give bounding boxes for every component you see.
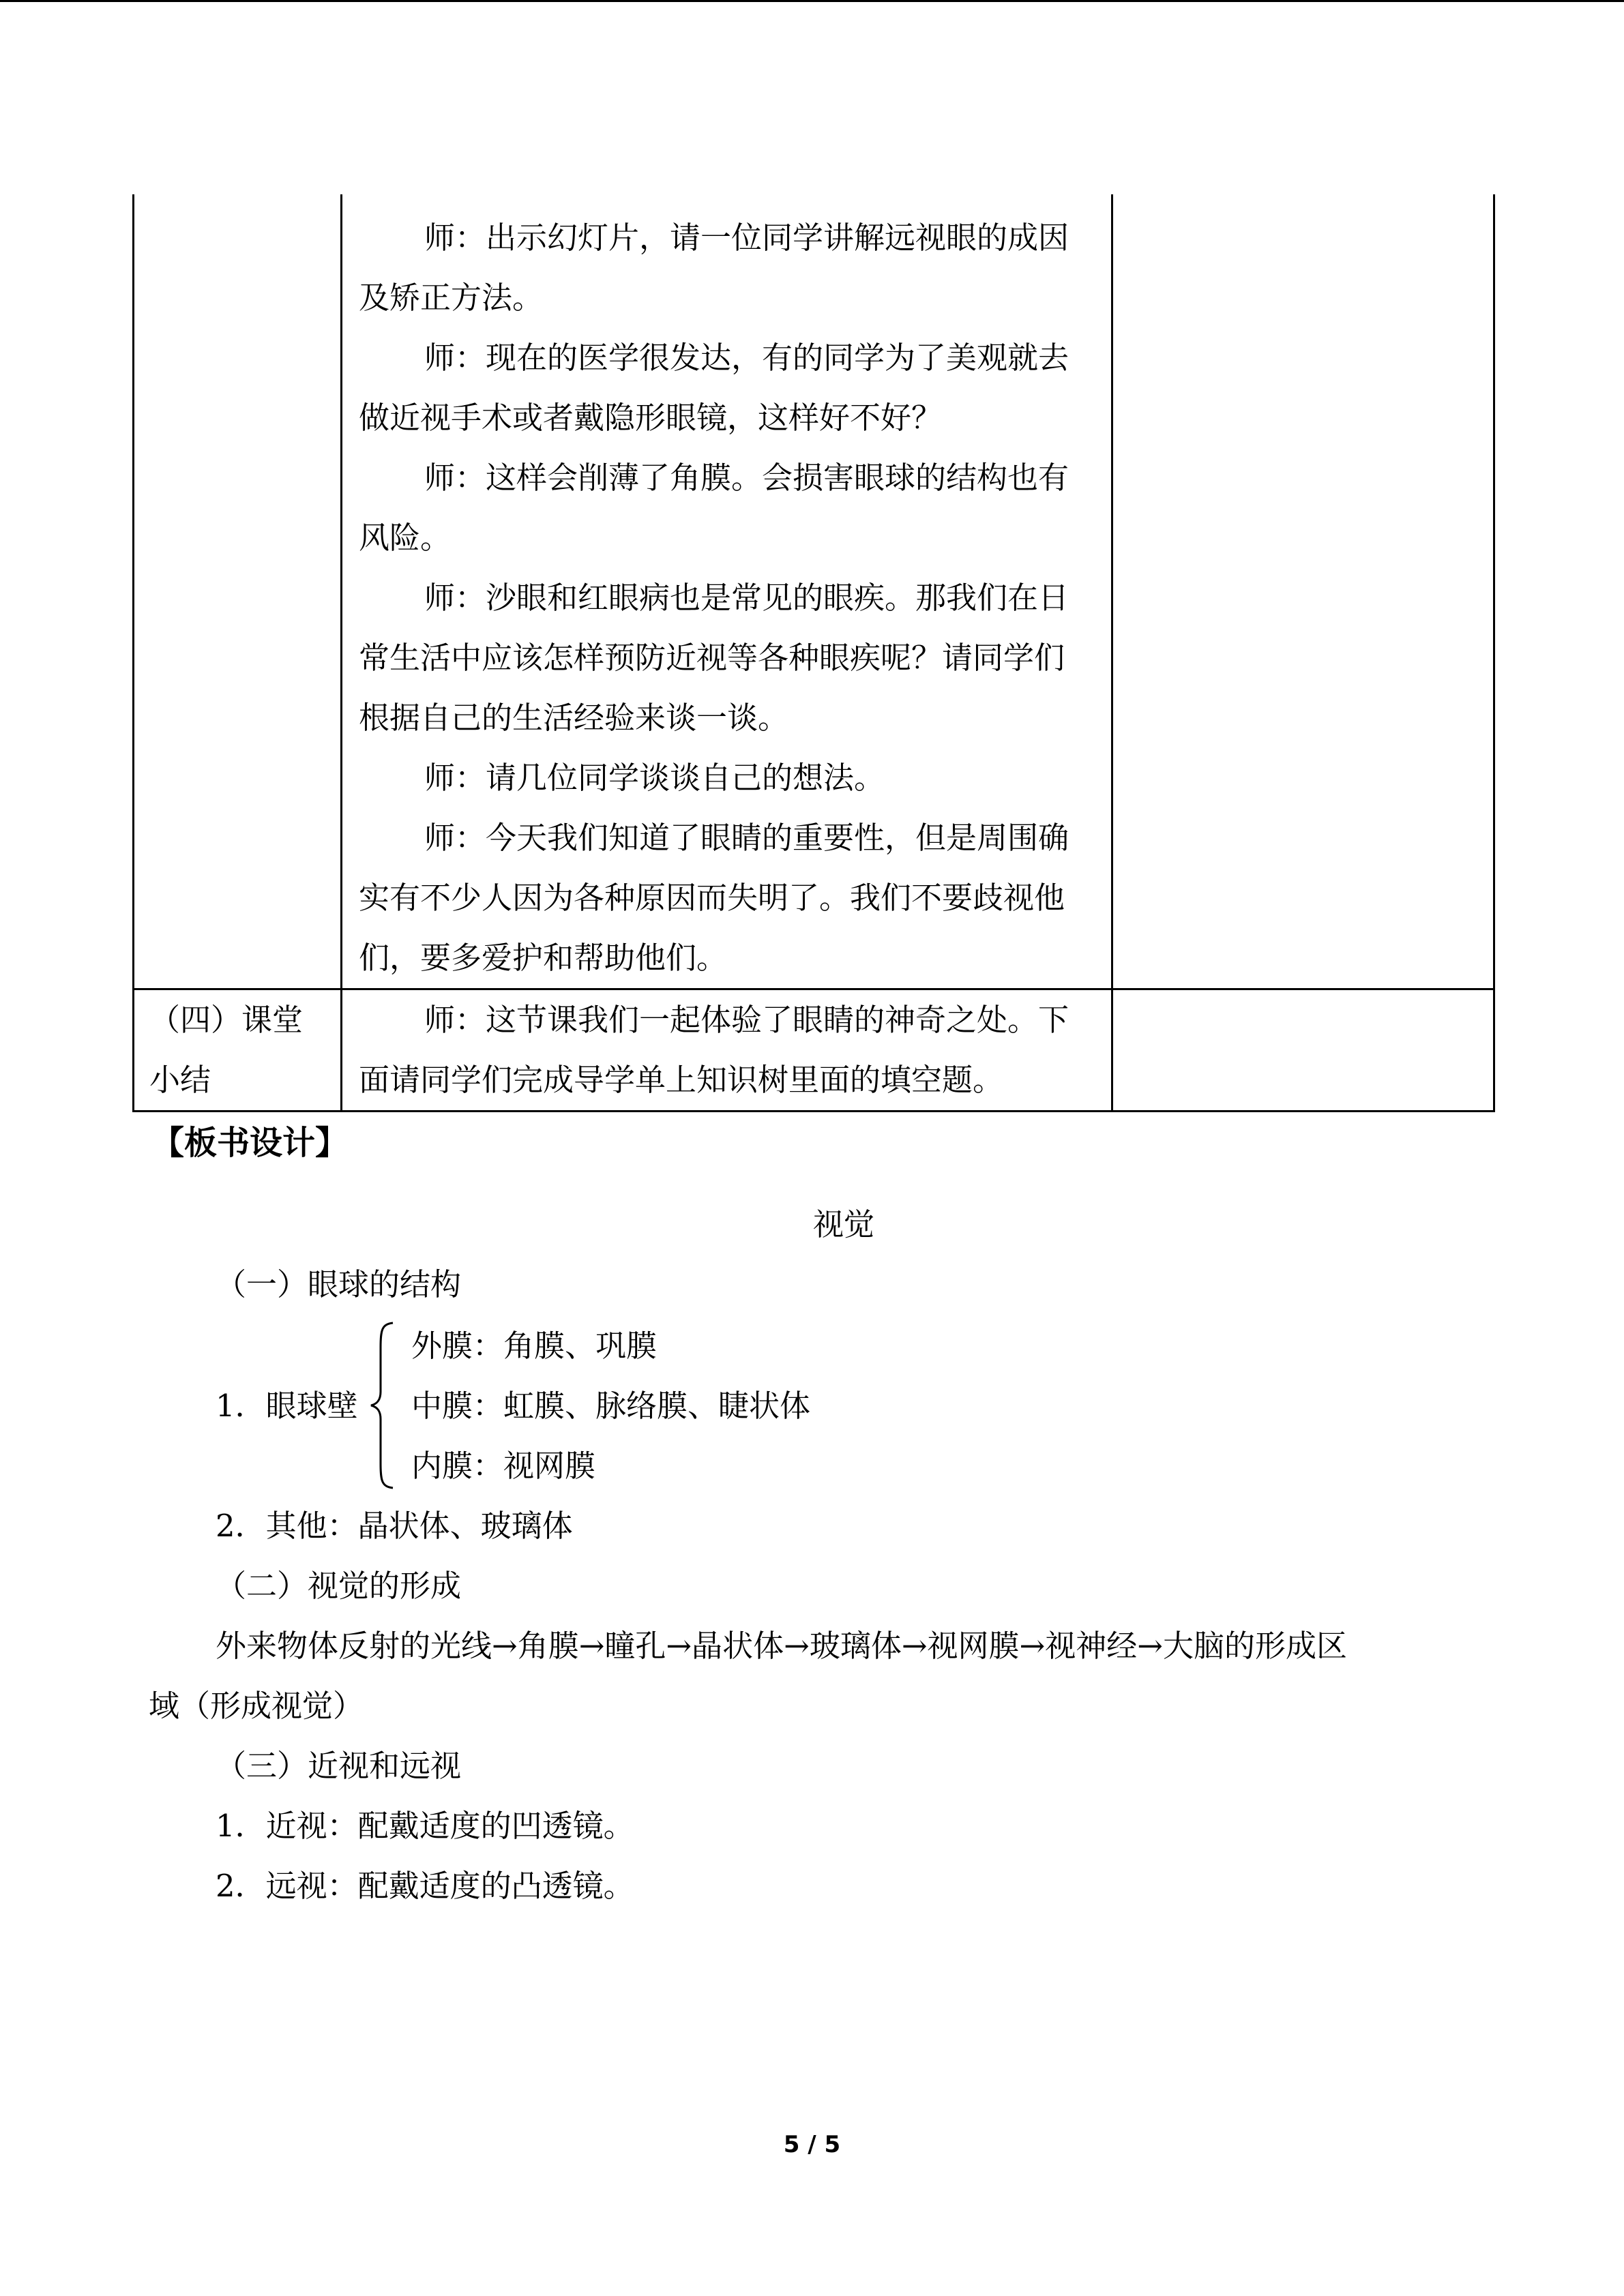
notes-cell-empty bbox=[1112, 194, 1494, 989]
middle-layer-line: 中膜：虹膜、脉络膜、睫状体 bbox=[411, 1388, 811, 1424]
left-brace-icon bbox=[368, 1320, 396, 1491]
content-cell bbox=[342, 989, 1112, 1112]
teacher-paragraph: 师：这节课我们一起体验了眼睛的神奇之处。下面请同学们完成导学单上知识树里面的填空题。 bbox=[359, 1002, 1069, 1098]
content-cell bbox=[342, 194, 1112, 989]
teacher-paragraph: 师：今天我们知道了眼睛的重要性，但是周围确实有不少人因为各种原因而失明了。我们不要歧视他们，要多爱护和帮助他们。 bbox=[359, 820, 1069, 976]
outer-layer-line: 外膜：角膜、巩膜 bbox=[411, 1328, 658, 1364]
board-design-heading: 【板书设计】 bbox=[151, 1124, 349, 1162]
vision-pathway-line-2: 域（形成视觉） bbox=[149, 1688, 364, 1724]
section-myopia-hyperopia: （三）近视和远视 bbox=[216, 1748, 462, 1784]
teacher-paragraph: 师：出示幻灯片，请一位同学讲解远视眼的成因及矫正方法。 bbox=[359, 220, 1069, 316]
teacher-paragraph: 师：这样会削薄了角膜。会损害眼球的结构也有风险。 bbox=[359, 460, 1069, 556]
teacher-paragraph: 师：沙眼和红眼病也是常见的眼疾。那我们在日常生活中应该怎样预防近视等各种眼疾呢？请同学们根据自己的生活经验来谈一谈。 bbox=[359, 580, 1069, 736]
table-row-continued bbox=[134, 194, 1494, 989]
page-number: 5 / 5 bbox=[783, 2131, 841, 2158]
page-top-rule bbox=[0, 0, 1624, 2]
inner-layer-line: 内膜：视网膜 bbox=[411, 1448, 596, 1484]
myopia-line: 1．近视：配戴适度的凹透镜。 bbox=[216, 1808, 634, 1844]
teacher-paragraph: 师：请几位同学谈谈自己的想法。 bbox=[424, 760, 885, 796]
section-eye-structure: （一）眼球的结构 bbox=[216, 1266, 462, 1302]
eyeball-wall-label: 1．眼球壁 bbox=[216, 1388, 358, 1424]
board-title: 视觉 bbox=[813, 1206, 875, 1242]
vision-pathway-line-1: 外来物体反射的光线→角膜→瞳孔→晶状体→玻璃体→视网膜→视神经→大脑的形成区 bbox=[216, 1628, 1347, 1664]
lesson-table bbox=[132, 194, 1495, 1112]
notes-cell-empty bbox=[1112, 989, 1494, 1112]
other-structures-line: 2．其他：晶状体、玻璃体 bbox=[216, 1508, 573, 1544]
section-vision-formation: （二）视觉的形成 bbox=[216, 1568, 462, 1604]
teacher-paragraph: 师：现在的医学很发达，有的同学为了美观就去做近视手术或者戴隐形眼镜，这样好不好？ bbox=[359, 340, 1069, 436]
hyperopia-line: 2．远视：配戴适度的凸透镜。 bbox=[216, 1868, 634, 1904]
stage-cell: （四）课堂小结 bbox=[134, 989, 342, 1112]
table-row-summary bbox=[134, 989, 1494, 1112]
stage-cell-empty bbox=[134, 194, 342, 989]
